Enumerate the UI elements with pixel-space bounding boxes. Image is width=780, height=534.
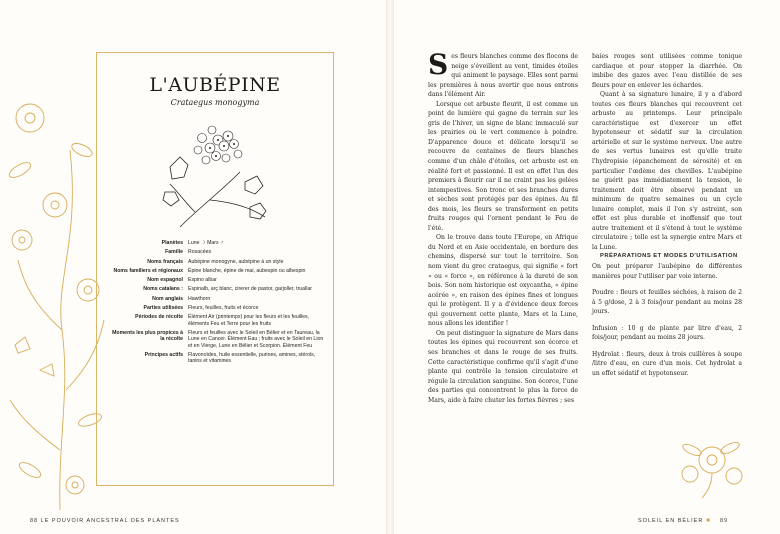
property-row <box>110 330 328 349</box>
preparation-hydrolat: Hydrolat : fleurs, deux à trois cuillères à soupe /litre d'eau, en cure d'un mois. Cet hydrolat a un effet sédatif et hypotenseur. <box>592 350 742 377</box>
property-row <box>110 240 328 246</box>
property-value: Aubépine monogyne, aubépine à un style <box>188 258 284 265</box>
section-intro: On peut préparer l'aubépine de différentes manières pour l'utiliser par voie interne. <box>592 263 742 280</box>
property-key: Nom espagnol <box>147 277 183 284</box>
property-key: Moments les plus propices à la récolte <box>112 329 183 343</box>
property-row <box>110 296 328 302</box>
property-value: Hawthorn <box>188 295 211 302</box>
property-key: Parties utilisées <box>143 305 183 312</box>
property-value: Espinalb, arç blanc, cirerer de pastor, garjoller, truallar <box>188 286 312 293</box>
drop-cap: S <box>428 48 449 81</box>
book-gutter <box>386 0 394 534</box>
left-footer: 88 LE POUVOIR ANCESTRAL DES PLANTES <box>30 518 180 524</box>
property-value: Lune ☽ Mars ♂ <box>188 240 224 246</box>
property-row <box>110 259 328 265</box>
preparation-powder: Poudre : fleurs et feuilles séchées, à raison de 2 à 5 g/dose, 2 à 3 fois/jour pendant au moins 28 jours. <box>592 289 742 316</box>
plant-latin-name: Crataegus monogyma <box>170 98 260 107</box>
body-paragraph: Lorsque cet arbuste fleurit, il est comme un point de lumière qui gagne du terrain sur les gris de l'hiver, un signe de blanc immaculé sur les prairies où le vert commence à poindre. D'apparence douce et délicate lorsqu'il se recouvre de centaines de fleurs blanches comme d'un châle d'étoiles, cet arbuste est en réalité fort et passionné. Il est en effet l'un des premiers à fleurir car il ne craint pas les gelées intempestives. Son tronc et ses branches dures et sèches sont protégés par des épines. Au fil des mois, les fleurs se transforment en petits fruits rouges qui l'ornent pendant le Feu de l'été. <box>428 100 578 232</box>
intro-paragraph: Ses fleurs blanches comme des flocons de neige s'éveillent au vent, timides étoiles qui animent le paysage. Elles sont parmi les premières à nous avertir que nous entrons dans l'élément Air. <box>428 48 578 99</box>
preparation-infusion: Infusion : 10 g de plante par litre d'eau, 2 fois/jour, pendant au moins 28 jours. <box>592 324 742 342</box>
property-row <box>110 286 328 292</box>
property-value: Fleurs et feuilles avec le Soleil en Bélier et en Taureau, la Lune en Cancer. Élément Eau ; fruits avec le Soleil en Lion et en Vierge, Lune en Bélier et Scorpion. Élément Feu <box>188 329 324 349</box>
right-page-number: 89 <box>720 518 729 524</box>
property-key: Noms français <box>147 258 183 265</box>
property-key: Noms familiers et régionaux <box>113 267 183 274</box>
property-key: Planètes <box>161 240 183 246</box>
sun-icon: ✺ <box>705 518 712 524</box>
property-value: Flavonoïdes, huile essentielle, purines, amines, stérols, tanins et vitamines <box>188 351 316 365</box>
property-row <box>110 314 328 327</box>
hawthorn-illustration <box>140 112 290 232</box>
body-paragraph: baies rouges sont utilisées comme tonique cardiaque et pour stopper la diarrhée. On imbibe des gazes avec l'eau distillée de ses fleurs pour en enlever les échardes. <box>592 53 742 89</box>
property-key: Famille <box>165 249 183 256</box>
property-value: Élément Air (printemps) pour les fleurs et les feuilles, éléments Feu et Terre pour les fruits <box>188 314 310 327</box>
property-row <box>110 268 328 274</box>
property-value: Fleurs, feuilles, fruits et écorce <box>188 305 259 312</box>
body-paragraph: On le trouve dans toute l'Europe, en Afrique du Nord et en Asie occidentale, en bordure des chemins, dispersé sur tout le territoire. Son nom vient du grec crataegus, qui signifie « fort » ou « force », en référence à la dureté de son bois. Son nom historique est oxycantha, « épine acérée », en raison des épines fines et longues qui le protègent. Il y a d'évidence deux forces qui gouvernent cette plante, Mars et la Lune, nous allons les identifier ! <box>428 234 578 328</box>
property-row <box>110 352 328 365</box>
property-key: Principes actifs <box>144 351 183 358</box>
text-column-1 <box>428 48 578 405</box>
plant-properties <box>110 240 328 367</box>
text-column-2 <box>592 52 742 379</box>
property-key: Périodes de récolte <box>135 314 183 321</box>
right-footer-label: SOLEIL EN BÉLIER ✺ 89 <box>638 518 729 524</box>
section-heading: PRÉPARATIONS ET MODES D'UTILISATION <box>600 253 738 260</box>
property-value: Rosacées <box>188 249 212 256</box>
plant-title: L'AUBÉPINE <box>149 74 281 96</box>
property-row <box>110 249 328 255</box>
property-value: Espino albar <box>188 277 217 284</box>
floral-border-left <box>0 90 110 510</box>
body-paragraph: On peut distinguer la signature de Mars dans toutes les épines qui recouvrent son écorce et ses branches et dans le rouge de ses fruits. Cette caractéristique confirme qu'il s'agit d'une plante qui contrôle la tension circulatoire et régule la circulation sanguine. Son écorce, l'une des parties qui concentrent le plus la force de Mars, aide à faire chuter les fortes fièvres ; ses <box>428 329 578 404</box>
property-row <box>110 277 328 283</box>
body-paragraph: Quant à sa signature lunaire, il y a d'abord toutes ces fleurs blanches qui recouvrent cet arbuste au printemps. Leur principale caractéristique est d'exercer un effet hypotenseur et sédatif sur la circulation artérielle et sur le système nerveux. Une autre de ses vertus lunaires est qu'elle traite l'hydropisie (épanchement de sérosité) et en particulier l'œdème des chevilles. L'aubépine ne guérit pas immédiatement la tension, le traitement doit être observé pendant un minimum de quatre semaines ou un cycle lunaire complet, mais il l'on s'y astreint, son effet est plus durable et inoffensif que tout autre traitement et il s'étend à tout le système circulatoire ; telle est la synergie entre Mars et la Lune. <box>592 91 742 251</box>
property-value: Épine blanche, épine de mai, aubespin ou albespin <box>188 267 306 274</box>
property-row <box>110 305 328 311</box>
property-key: Nom anglais <box>152 295 183 302</box>
floral-corner-right <box>672 430 752 500</box>
property-key: Noms catalans : <box>143 286 183 293</box>
